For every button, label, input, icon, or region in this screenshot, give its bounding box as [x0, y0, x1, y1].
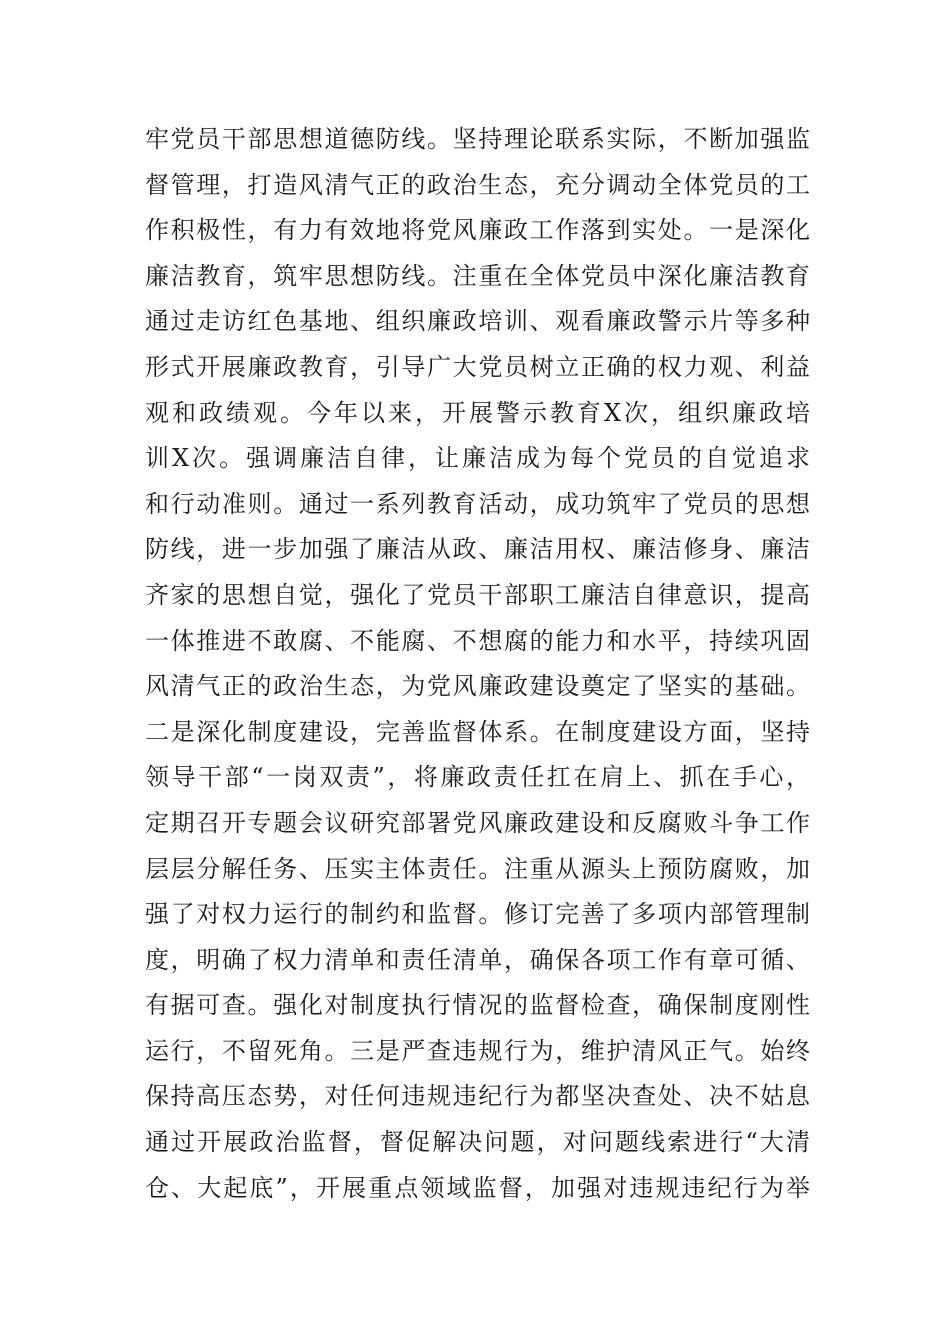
text-line: 和行动准则。通过一系列教育活动，成功筑牢了党员的思想 [145, 489, 810, 518]
text-line: 风清气正的政治生态，为党风廉政建设奠定了坚实的基础。 [145, 672, 810, 701]
text-line: 训X次。强调廉洁自律，让廉洁成为每个党员的自觉追求 [145, 444, 810, 473]
text-line: 廉洁教育，筑牢思想防线。注重在全体党员中深化廉洁教育 [145, 261, 810, 290]
text-line: 强了对权力运行的制约和监督。修订完善了多项内部管理制 [145, 900, 810, 929]
body-text [145, 117, 810, 1211]
text-line: 领导干部“一岗双责”，将廉政责任扛在肩上、抓在手心， [145, 763, 810, 792]
text-line: 二是深化制度建设，完善监督体系。在制度建设方面，坚持 [145, 717, 810, 746]
text-line: 观和政绩观。今年以来，开展警示教育X次，组织廉政培 [145, 398, 810, 427]
text-line: 一体推进不敢腐、不能腐、不想腐的能力和水平，持续巩固 [145, 626, 810, 655]
text-line: 督管理，打造风清气正的政治生态，充分调动全体党员的工 [145, 170, 810, 199]
text-line: 牢党员干部思想道德防线。坚持理论联系实际，不断加强监 [145, 125, 810, 153]
text-line: 度，明确了权力清单和责任清单，确保各项工作有章可循、 [145, 945, 810, 974]
text-line: 层层分解任务、压实主体责任。注重从源头上预防腐败，加 [145, 854, 810, 883]
text-line: 有据可查。强化对制度执行情况的监督检查，确保制度刚性 [145, 991, 810, 1020]
text-line: 运行，不留死角。三是严查违规行为，维护清风正气。始终 [145, 1036, 810, 1065]
text-line: 定期召开专题会议研究部署党风廉政建设和反腐败斗争工作 [145, 808, 810, 837]
text-line: 齐家的思想自觉，强化了党员干部职工廉洁自律意识，提高 [145, 580, 810, 609]
text-line: 通过走访红色基地、组织廉政培训、观看廉政警示片等多种 [145, 307, 810, 336]
text-line: 仓、大起底”，开展重点领域监督，加强对违规违纪行为举 [145, 1173, 810, 1202]
text-line: 作积极性，有力有效地将党风廉政工作落到实处。一是深化 [145, 216, 810, 245]
text-line: 形式开展廉政教育，引导广大党员树立正确的权力观、利益 [145, 352, 810, 381]
text-line: 通过开展政治监督，督促解决问题，对问题线索进行“大清 [145, 1128, 810, 1157]
text-line: 保持高压态势，对任何违规违纪行为都坚决查处、决不姑息 [145, 1082, 810, 1111]
text-line: 防线，进一步加强了廉洁从政、廉洁用权、廉洁修身、廉洁 [145, 535, 810, 564]
